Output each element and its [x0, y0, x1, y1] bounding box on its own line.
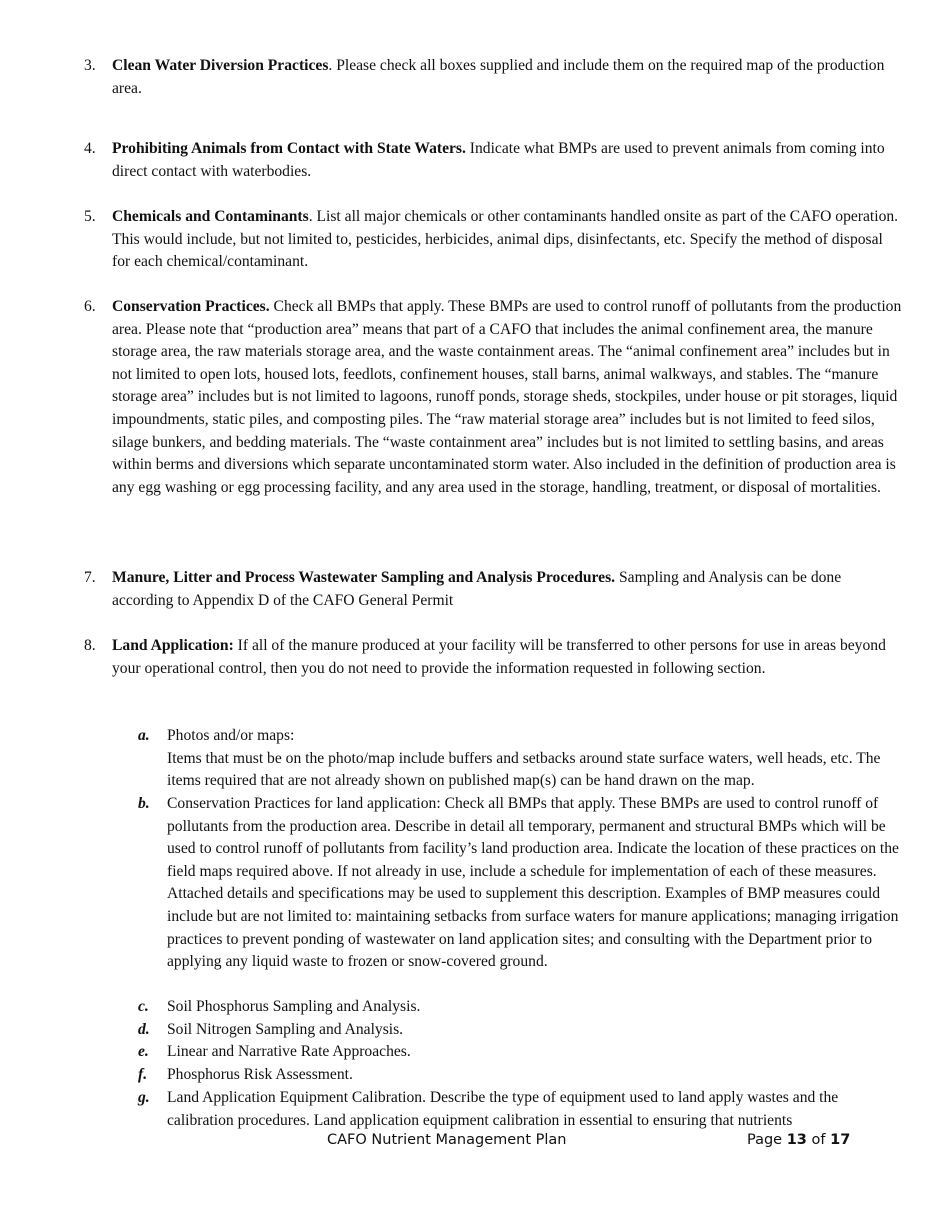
- sub-item-body: Phosphorus Risk Assessment.: [167, 1066, 353, 1083]
- sub-item-letter: d.: [138, 1021, 150, 1038]
- item-body: Check all BMPs that apply. These BMPs are used to control runoff of pollutants from the production area. Please note that “production area” means that part of a CAFO that includes the animal confinement area, the manure storage area, the raw materials storage area, and the waste containment areas. The “animal confinement area” includes but in not limited to open lots, housed lots, feedlots, confinement houses, stall barns, animal walkways, and stables. The “manure storage area” includes but is not limited to lagoons, runoff ponds, storage sheds, stockpiles, under house or pit storages, liquid impoundments, static piles, and composting piles. The “raw material storage area” includes but is not limited to feed silos, silage bunkers, and bedding materials. The “waste containment area” includes but is not limited to settling basins, and areas within berms and diversions which separate uncontaminated storm water. Also included in the definition of production area is any egg washing or egg processing facility, and any area used in the storage, handling, treatment, or disposal of mortalities.: [112, 298, 902, 496]
- list-item-4: [84, 138, 904, 183]
- item-body: . Please check all boxes supplied and include them on the required map of the production area.: [112, 57, 885, 97]
- item-number: 4.: [84, 140, 96, 157]
- sub-item-c: [138, 996, 908, 1019]
- item-number: 6.: [84, 298, 96, 315]
- sub-item-f: [138, 1064, 908, 1087]
- sub-item-body: Items that must be on the photo/map include buffers and setbacks around state surface waters, well heads, etc. The items required that are not already shown on published map(s) can be hand drawn on the map.: [167, 749, 881, 790]
- page-of: of: [806, 1132, 831, 1148]
- sub-item-g: [138, 1087, 908, 1132]
- item-body: Sampling and Analysis can be done according to Appendix D of the CAFO General Permit: [112, 569, 842, 609]
- sub-item-d: [138, 1019, 908, 1042]
- sub-item-letter: g.: [138, 1089, 150, 1106]
- list-item-7: [84, 567, 904, 612]
- item-number: 3.: [84, 57, 96, 74]
- item-body: Indicate what BMPs are used to prevent animals from coming into direct contact with waterbodies.: [112, 140, 885, 180]
- list-item-6: [84, 296, 904, 499]
- item-title: Land Application:: [112, 637, 234, 654]
- item-title: Prohibiting Animals from Contact with State Waters.: [112, 140, 466, 157]
- sub-item-e: [138, 1041, 908, 1064]
- sub-item-letter: b.: [138, 795, 150, 812]
- page-prefix: Page: [747, 1132, 787, 1148]
- sub-item-a: [138, 725, 908, 793]
- page-total: 17: [830, 1132, 851, 1148]
- footer-title: CAFO Nutrient Management Plan: [327, 1132, 567, 1148]
- page-current: 13: [786, 1132, 807, 1148]
- sub-item-letter: c.: [138, 998, 149, 1015]
- sub-item-body: Conservation Practices for land application: Check all BMPs that apply. These BMPs are used to control runoff of pollutants from the production area. Describe in detail all temporary, permanent and structural BMPs which will be used to control runoff of pollutants from facility’s land production area. Indicate the location of these practices on the field maps required above. If not already in use, include a schedule for implementation of each of these measures. Attached details and specifications may be used to supplement this description. Examples of BMP measures could include but are not limited to: maintaining setbacks from surface waters for manure applications; managing irrigation practices to prevent ponding of wastewater on land application sites; and consulting with the Department prior to applying any liquid waste to frozen or snow-covered ground.: [167, 795, 899, 971]
- sub-item-b: [138, 793, 908, 974]
- item-title: Clean Water Diversion Practices: [112, 57, 329, 74]
- item-body: . List all major chemicals or other contaminants handled onsite as part of the CAFO operation. This would include, but not limited to, pesticides, herbicides, animal dips, disinfectants, etc. Specify the method of disposal for each chemical/contaminant.: [112, 208, 899, 271]
- item-title: Manure, Litter and Process Wastewater Sampling and Analysis Procedures.: [112, 569, 616, 586]
- item-number: 5.: [84, 208, 96, 225]
- list-item-8: [84, 635, 904, 680]
- page-number: [747, 1132, 850, 1148]
- sub-item-body: Soil Nitrogen Sampling and Analysis.: [167, 1021, 404, 1038]
- sub-item-heading: Photos and/or maps:: [167, 727, 295, 744]
- sub-item-body: Soil Phosphorus Sampling and Analysis.: [167, 998, 421, 1015]
- item-title: Chemicals and Contaminants: [112, 208, 309, 225]
- sub-item-letter: a.: [138, 727, 150, 744]
- list-item-3: [84, 55, 904, 100]
- item-body: If all of the manure produced at your facility will be transferred to other persons for use in areas beyond your operational control, then you do not need to provide the information requested in following section.: [112, 637, 886, 677]
- sub-item-body: Linear and Narrative Rate Approaches.: [167, 1043, 411, 1060]
- list-item-5: [84, 206, 904, 274]
- sub-item-body: Land Application Equipment Calibration. Describe the type of equipment used to land apply wastes and the calibration procedures. Land application equipment calibration in essential to ensuring that nutrients: [167, 1089, 839, 1129]
- sub-item-letter: e.: [138, 1043, 149, 1060]
- item-number: 7.: [84, 569, 96, 586]
- sub-item-letter: f.: [138, 1066, 148, 1083]
- item-title: Conservation Practices.: [112, 298, 270, 315]
- item-number: 8.: [84, 637, 96, 654]
